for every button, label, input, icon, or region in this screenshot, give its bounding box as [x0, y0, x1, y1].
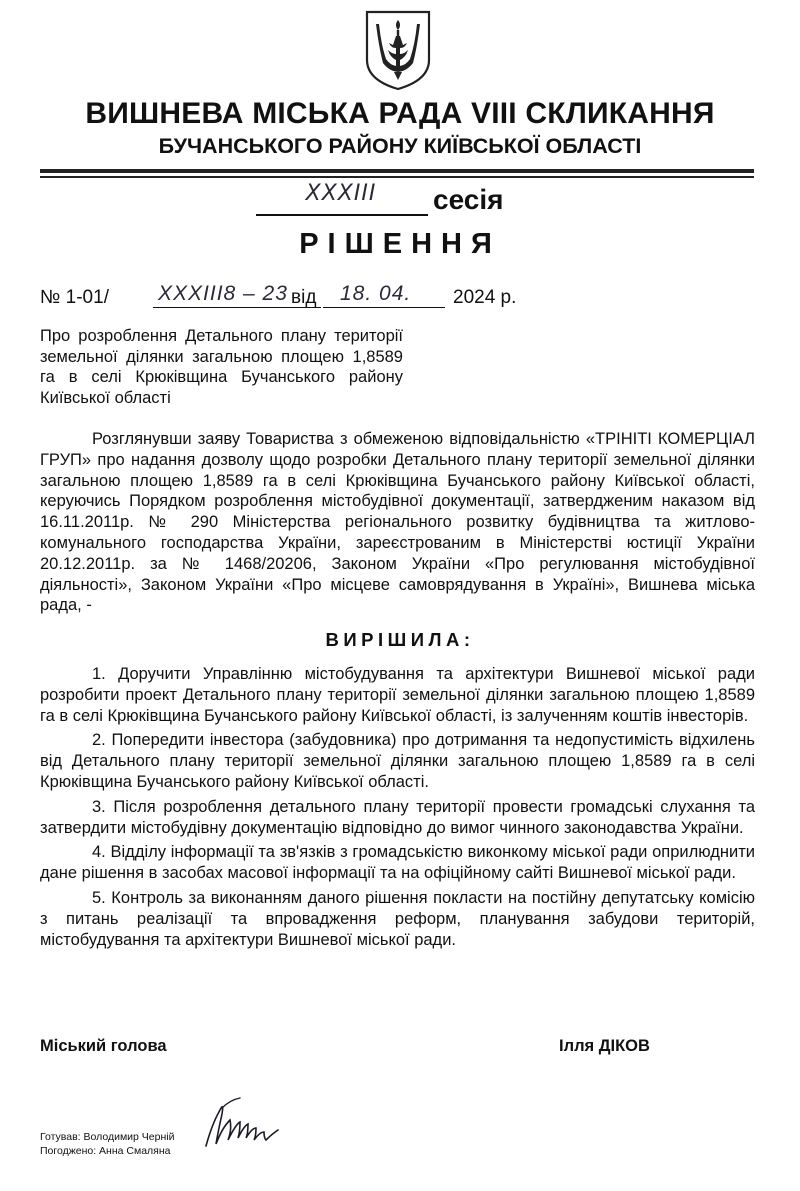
decision-number-prefix: № 1-01/	[40, 287, 109, 308]
prepared-by: Готував: Володимир Черній	[40, 1131, 175, 1143]
decision-year: 2024 р.	[453, 287, 517, 308]
agreed-by: Погоджено: Анна Смаляна	[40, 1145, 171, 1157]
decision-title: РІШЕННЯ	[299, 228, 501, 260]
session-line	[0, 181, 800, 221]
decision-number-handwritten: XXXIII8 – 23	[158, 282, 288, 305]
session-number-handwritten: XXXIII	[305, 181, 377, 206]
trident-emblem-icon	[363, 8, 433, 92]
decision-number-line	[40, 282, 740, 312]
mayor-name: Ілля ДІКОВ	[559, 1037, 650, 1055]
resolution-item: 3. Після розроблення детального плану території провести громадські слухання та затвердити містобудівну документацію відповідно до вимог чинного законодавства України.	[40, 797, 755, 837]
signature-row	[40, 1037, 755, 1061]
decision-subject: Про розроблення Детального плану території земельної ділянки загальною площею 1,8589 га в селі Крюківщина Бучанського району Київської області	[40, 327, 403, 407]
resolution-item: 1. Доручити Управлінню містобудування та архітектури Вишневої міської ради розробити проект Детального плану території земельної ділянки загальною площею 1,8589 га в селі Крюківщина Бучанського району Київської області, із залученням коштів інвесторів.	[40, 665, 755, 725]
council-name: ВИШНЕВА МІСЬКА РАДА VIII СКЛИКАННЯ	[85, 97, 715, 130]
date-prefix: від	[291, 287, 317, 308]
handwritten-signature	[196, 1094, 286, 1156]
decision-date-blank	[323, 307, 445, 308]
resolved-heading: ВИРІШИЛА:	[325, 629, 475, 650]
resolution-items	[40, 664, 755, 954]
resolution-item: 2. Попередити інвестора (забудовника) про дотримання та недопустимість відхилень від Детального плану території земельної ділянки загальною площею 1,8589 га в селі Крюківщина Бучанського району Київської області.	[40, 731, 755, 791]
approval-footer	[40, 1130, 174, 1158]
resolution-item: 4. Відділу інформації та зв'язків з громадськістю виконкому міської ради оприлюднити дане рішення в засобах масової інформації та на офіційному сайті Вишневої міської ради.	[40, 843, 755, 883]
mayor-title: Міський голова	[40, 1037, 167, 1055]
preamble-paragraph: Розглянувши заяву Товариства з обмеженою відповідальністю «ТРІНІТІ КОМЕРЦІАЛ ГРУП» про надання дозволу щодо розробки Детального плану території земельної ділянки загальною площею 1,8589 га в селі Крюківщина Бучанського району Київської області, керуючись Порядком розроблення містобудівної документації, затвердженим наказом від 16.11.2011р. № 290 Міністерства регіонального розвитку будівництва та житлово-комунального господарства України, зареєстрованим в Міністерстві юстиції України 20.12.2011р. за № 1468/20206, Законом України «Про регулювання містобудівної діяльності», Законом України «Про місцеве самоврядування в Україні», Вишнева міська рада, -	[40, 430, 755, 615]
header-divider-thick	[40, 169, 754, 173]
session-number-blank	[256, 214, 428, 216]
council-region: БУЧАНСЬКОГО РАЙОНУ КИЇВСЬКОЇ ОБЛАСТІ	[158, 134, 642, 158]
header-divider-thin	[40, 176, 754, 178]
session-label: сесія	[433, 184, 504, 215]
decision-date-handwritten: 18. 04.	[340, 282, 412, 305]
resolution-item: 5. Контроль за виконанням даного рішення покласти на постійну депутатську комісію з питань реалізації та впровадження реформ, планування забудови територій, містобудування та архітектури Вишневої міської ради.	[40, 888, 755, 949]
